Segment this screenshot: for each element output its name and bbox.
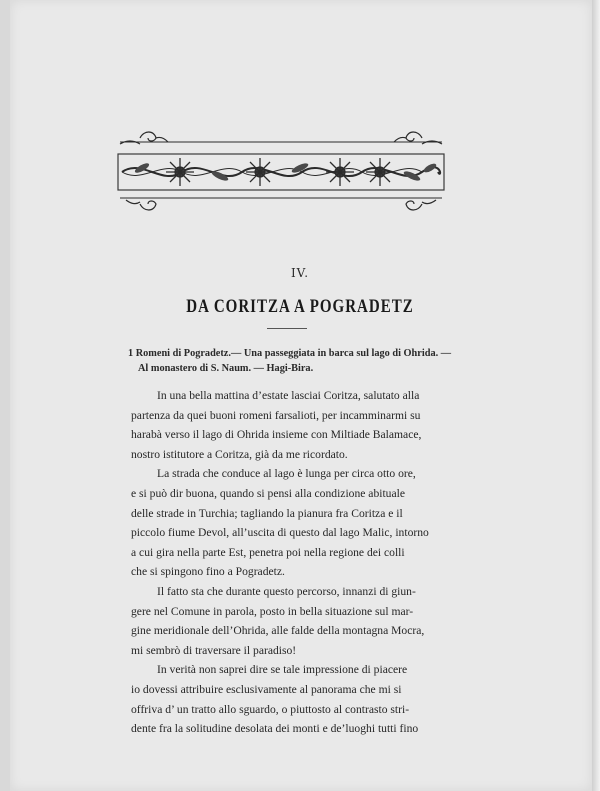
body-text: [131, 386, 441, 739]
text-line: gine meridionale dell’Ohrida, alle falde della montagna Mocra,: [131, 624, 425, 638]
chapter-title: DA CORITZA A POGRADETZ: [186, 296, 414, 317]
text-line: In verità non saprei dire se tale impressione di piacere: [157, 663, 408, 677]
text-line: piccolo fiume Devol, all’uscita di questo dal lago Malic, intorno: [131, 526, 429, 540]
text-line: In una bella mattina d’estate lasciai Coritza, salutato alla: [157, 389, 420, 402]
text-line: e si può dir buona, quando si pensi alla condizione abituale: [131, 486, 405, 500]
text-line: dente fra la solitudine desolata dei monti e de’luoghi tutti fino: [131, 722, 419, 736]
text-line: nostro istitutore a Coritza, già da me ricordato.: [131, 447, 348, 461]
chapter-summary: [128, 346, 458, 376]
page-edge: [592, 0, 600, 791]
summary-line: 1 Romeni di Pogradetz.— Una passeggiata in barca sul lago di Ohrida. —: [128, 348, 452, 359]
text-line: partenza da quei buoni romeni farsalioti, per incamminarmi su: [131, 408, 421, 422]
text-line: io dovessi attribuire esclusivamente al panorama che mi si: [131, 682, 402, 696]
text-line: delle strade in Turchia; tagliando la pianura fra Coritza e il: [131, 506, 403, 520]
text-line: Il fatto sta che durante questo percorso, innanzi di giun-: [157, 584, 416, 598]
floral-ornament-header: [112, 128, 450, 214]
text-line: che si spingono fino a Pogradetz.: [131, 565, 285, 579]
text-line: mi sembrò di traversare il paradiso!: [131, 643, 297, 657]
text-line: offriva d’ un tratto allo sguardo, o piuttosto al contrasto stri-: [131, 702, 410, 716]
text-line: gere nel Comune in parola, posto in bella situazione sul mar-: [131, 604, 414, 618]
text-line: La strada che conduce al lago è lunga per circa otto ore,: [157, 467, 416, 481]
text-line: harabà verso il lago di Ohrida insieme con Miltiade Balamace,: [131, 428, 422, 442]
summary-line: Al monastero di S. Naum. — Hagi-Bira.: [138, 363, 314, 374]
chapter-number: IV.: [290, 266, 310, 280]
text-line: a cui gira nella parte Est, penetra poi nella regione dei colli: [131, 545, 405, 559]
title-divider: [267, 328, 307, 329]
